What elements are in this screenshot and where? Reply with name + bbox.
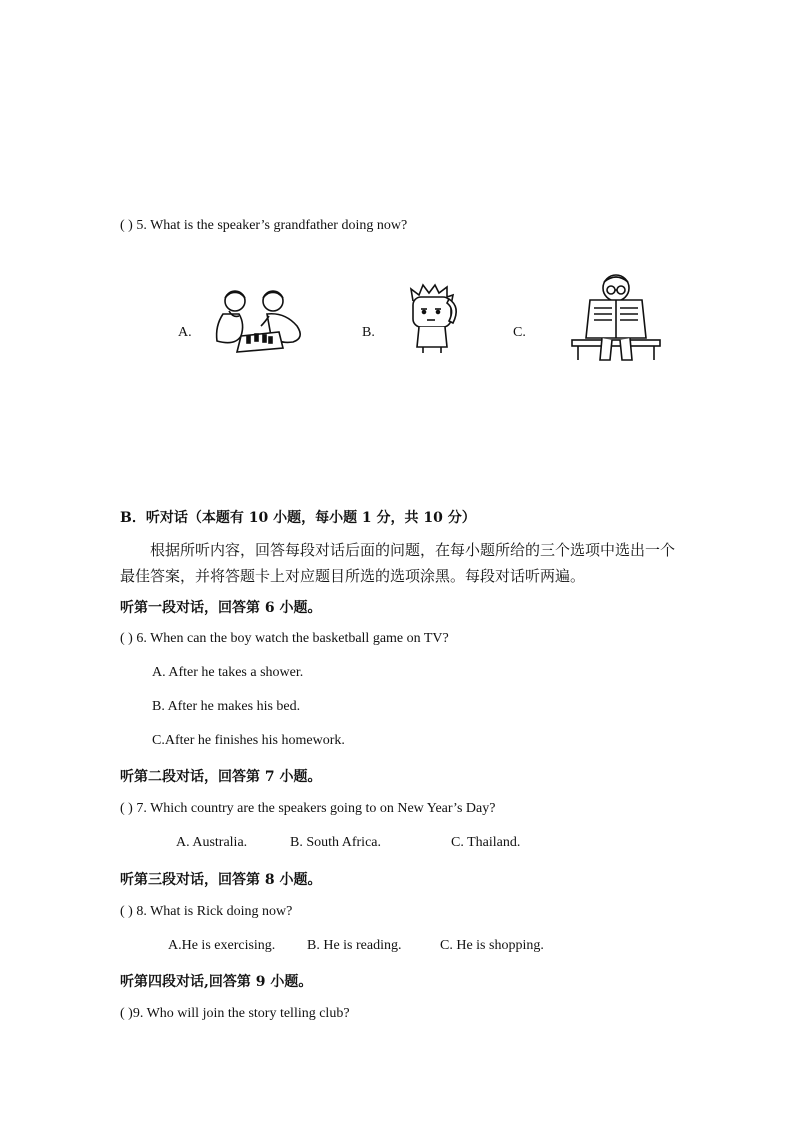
dialog1-heading: 听第一段对话，回答第 6 小题。 <box>120 600 322 616</box>
q8-option-a: A.He is exercising. <box>168 938 276 953</box>
q5-option-c-label: C. <box>513 325 526 340</box>
q6-option-b: B. After he makes his bed. <box>152 699 301 714</box>
q6-option-c: C.After he finishes his homework. <box>152 733 345 748</box>
phone-boy-icon <box>405 283 463 355</box>
section-b-instructions: 根据所听内容，回答每段对话后面的问题，在每小题所给的三个选项中选出一个最佳答案，并将答题卡上对应题目所选的选项涂黑。每段对话听两遍。 <box>120 541 676 585</box>
q9-question: ( )9. Who will join the story telling club? <box>120 1006 350 1021</box>
q5-option-a-label: A. <box>178 325 192 340</box>
q7-option-a: A. Australia. <box>176 835 248 850</box>
dialog3-heading: 听第三段对话，回答第 8 小题。 <box>120 872 322 888</box>
q8-option-b: B. He is reading. <box>307 938 402 953</box>
dialog4-heading: 听第四段对话,回答第 9 小题。 <box>120 974 313 990</box>
q5-question: ( ) 5. What is the speaker’s grandfather doing now? <box>120 218 408 233</box>
q6-option-a: A. After he takes a shower. <box>152 665 304 680</box>
q7-option-b: B. South Africa. <box>290 835 381 850</box>
newspaper-grandfather-icon <box>568 268 664 368</box>
q8-question: ( ) 8. What is Rick doing now? <box>120 904 293 919</box>
q6-question: ( ) 6. When can the boy watch the basketball game on TV? <box>120 631 449 646</box>
section-b-heading: B．听对话（本题有 10 小题，每小题 1 分，共 10 分） <box>120 510 476 526</box>
q7-option-c: C. Thailand. <box>451 835 521 850</box>
q8-option-c: C. He is shopping. <box>440 938 544 953</box>
dialog2-heading: 听第二段对话，回答第 7 小题。 <box>120 769 322 785</box>
chess-boys-icon <box>205 286 310 356</box>
q7-question: ( ) 7. Which country are the speakers going to on New Year’s Day? <box>120 801 496 816</box>
q5-option-b-label: B. <box>362 325 375 340</box>
